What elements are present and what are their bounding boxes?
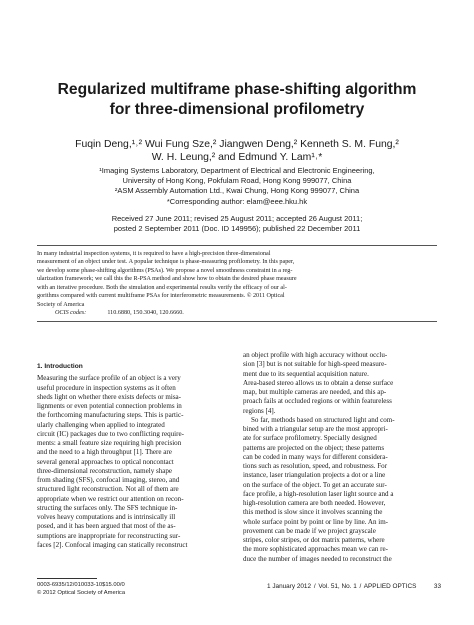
body-line: lignments or even potential connection problems in <box>37 402 182 410</box>
abstract-line: ularization framework; we call this the R-PSA method and show how to obtain the desired phase measure <box>37 276 297 283</box>
body-line: the forthcoming manufacturing steps. This is partic- <box>37 411 184 420</box>
body-line: Measuring the surface profile of an object is a very <box>37 374 181 383</box>
author-line: Fuqin Deng,¹˒² Wui Fung Sze,² Jiangwen Deng,² Kenneth S. M. Fung,² <box>75 139 399 150</box>
issn-line: 0003-6935/12/010033-10$15.00/0 <box>37 582 125 588</box>
affiliation-line: ²ASM Assembly Automation Ltd., Kwai Chung, Hong Kong 999077, China <box>114 186 360 196</box>
footer-journal: APPLIED OPTICS <box>363 583 417 590</box>
body-line: from shading (SFS), confocal imaging, stereo, and <box>37 476 180 484</box>
abstract-line: In many industrial inspection systems, it is required to have a high-precision three-dimensional <box>37 251 271 257</box>
body-line: instance, laser triangulation projects a dot or a line <box>243 471 386 480</box>
dates-line: posted 2 September 2011 (Doc. ID 149956); published 22 December 2011 <box>113 224 361 234</box>
body-line: So far, methods based on structured light and com- <box>251 415 395 424</box>
abstract-line: measurement of an object under test. A popular technique is phase-measuring profilometry. In this paper, <box>37 259 295 266</box>
body-line: ularly challenging when applied to integrated <box>37 420 165 429</box>
body-line: ments: a small feature size requiring high precision <box>37 439 182 447</box>
ocis-codes <box>37 309 437 317</box>
body-line: appropriate when we restrict our attention on recon- <box>37 494 184 503</box>
body-line: ment due to its sequential acquisition nature. <box>243 369 369 378</box>
left-column <box>37 362 241 550</box>
body-line: three-dimensional reconstruction, namely shape <box>37 466 173 475</box>
ocis-values: 110.6880, 150.3040, 120.6660. <box>107 310 184 317</box>
body-line: and the need to a high throughput [1]. There are <box>37 448 172 457</box>
body-line: can be coded in many ways for different considera- <box>243 452 388 461</box>
body-line: sumptions are inappropriate for reconstructing sur- <box>37 531 181 540</box>
body-line: faces [2]. Confocal imaging can statically reconstruct <box>37 540 188 549</box>
title-line: Regularized multiframe phase-shifting algorithm <box>57 81 417 98</box>
abstract-bottom-rule <box>37 321 437 322</box>
page-footer <box>243 583 441 590</box>
body-line: duce the number of images needed to reconstruct the <box>243 554 392 563</box>
body-line: whole surface point by point or line by line. An im- <box>243 517 389 526</box>
body-line: provement can be made if we project grayscale <box>243 526 376 535</box>
footer-separator: / <box>359 583 362 590</box>
footnote-rule <box>37 578 97 579</box>
title-line: for three-dimensional profilometry <box>109 101 365 118</box>
body-line: face profile, a high-resolution laser light source and a <box>243 489 394 498</box>
body-line: volves heavy computations and is intrinsically ill <box>37 513 176 521</box>
page-number: 33 <box>433 583 441 590</box>
body-line: map, but multiple cameras are needed, and this ap- <box>243 388 387 396</box>
body-line: several general approaches to optical noncontact <box>37 457 174 466</box>
body-line: structing the surfaces only. The SFS technique in- <box>37 503 178 512</box>
body-line: structured light reconstruction. Not all of them are <box>37 485 179 494</box>
body-line: useful procedure in inspection systems as it often <box>37 383 176 392</box>
body-line: the more sophisticated approaches mean we can re- <box>243 545 388 554</box>
footnote <box>37 581 237 597</box>
body-line: an object profile with high accuracy without occlu- <box>243 351 388 359</box>
body-line: on the surface of the object. To get an accurate sur- <box>243 480 387 489</box>
body-line: sion [3] but is not suitable for high-speed measure- <box>243 360 387 369</box>
affiliation-line: University of Hong Kong, Pokfulam Road, Hong Kong 999077, China <box>122 176 352 186</box>
body-line: proach fails at occluded regions or within featureless <box>243 397 392 406</box>
copyright-line: © 2012 Optical Society of America <box>37 590 126 596</box>
corresponding-author: *Corresponding author: elam@eee.hku.hk <box>166 196 308 206</box>
body-line: tions such as resolution, speed, and robustness. For <box>243 462 388 470</box>
abstract-line: we develop some phase-shifting algorithms (PSAs). We propose a novel smoothness constraint in a reg- <box>37 267 293 274</box>
ocis-label: OCIS codes: <box>55 310 87 317</box>
footer-separator: / <box>313 583 316 590</box>
affiliation-line: ¹Imaging Systems Laboratory, Department of Electrical and Electronic Engineering, <box>99 166 375 175</box>
body-line: high-resolution camera are both needed. However, <box>243 499 386 507</box>
dates-line: Received 27 June 2011; revised 25 August 2011; accepted 26 August 2011; <box>111 214 363 223</box>
abstract-line: Society of America <box>37 301 85 308</box>
footer-date: 1 January 2012 <box>266 583 312 590</box>
abstract-line: gorithms compared with current multiframe PSAs for interferometric measurements. © 2011 Optical <box>37 293 285 300</box>
paper-title <box>20 80 454 120</box>
author-list <box>20 139 454 164</box>
publication-dates <box>20 214 454 234</box>
body-line: posed, and it has been argued that most of the as- <box>37 522 176 531</box>
body-line: sheds light on whether there exists defects or misa- <box>37 392 182 401</box>
right-column <box>243 351 446 564</box>
body-line: this method is slow since it involves scanning the <box>243 508 383 517</box>
footer-volume: Vol. 51, No. 1 <box>318 583 357 590</box>
body-line: circuit (IC) packages due to two conflicting require- <box>37 429 184 438</box>
affiliations <box>20 166 454 207</box>
body-line: ate for surface profilometry. Specially designed <box>243 434 377 443</box>
author-line: W. H. Leung,² and Edmund Y. Lam¹˒* <box>151 151 323 163</box>
section-heading: 1. Introduction <box>37 363 83 370</box>
body-line: regions [4]. <box>243 406 276 415</box>
body-line: Area-based stereo allows us to obtain a dense surface <box>243 378 394 387</box>
body-line: bined with a triangular setup are the most appropri- <box>243 425 388 433</box>
abstract-top-rule <box>37 245 437 246</box>
body-line: patterns are projected on the object; these patterns <box>243 443 385 452</box>
abstract <box>37 250 437 318</box>
abstract-line: with an iterative procedure. Both the simulation and experimental results verify the efficacy of our al- <box>37 284 287 291</box>
body-line: stripes, color stripes, or dot matrix patterns, where <box>243 536 385 544</box>
